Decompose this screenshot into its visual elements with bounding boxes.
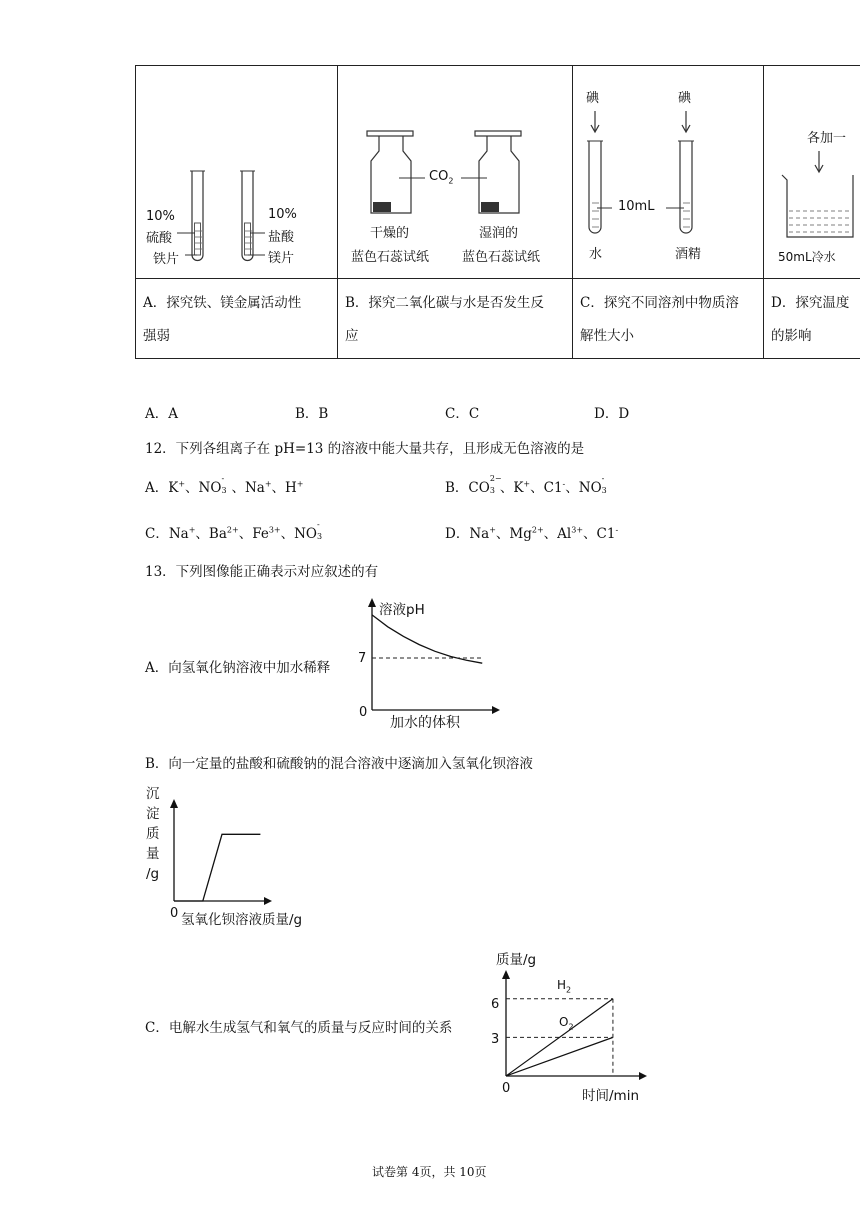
label-hydrochloric-conc: 10% bbox=[268, 207, 297, 222]
label-volume: 10mL bbox=[618, 199, 655, 214]
label-co2: $CO_2$ bbox=[429, 169, 454, 186]
caption-b: B．探究二氧化碳与水是否发生反 应 bbox=[345, 295, 544, 344]
caption-d: D．探究温度 的影响 bbox=[771, 295, 850, 344]
caption-a: A．探究铁、镁金属活动性 强弱 bbox=[143, 295, 302, 344]
chart-a-ylabel: 溶液pH bbox=[379, 602, 425, 618]
label-sulfuric-conc: 10% bbox=[146, 209, 175, 224]
caption-c: C．探究不同溶剂中物质溶 解性大小 bbox=[580, 295, 739, 344]
label-iodine-right: 碘 bbox=[678, 91, 692, 106]
label-hydrochloric-acid: 盐酸 bbox=[268, 230, 295, 245]
chart-b-xlabel: 氢氧化钡溶液质量/g bbox=[181, 912, 303, 928]
q12-stem: 12．下列各组离子在 pH=13 的溶液中能大量共存，且形成无色溶液的是 bbox=[145, 441, 585, 457]
label-dry: 干燥的 bbox=[370, 226, 410, 241]
chart-c-ytick-6: 6 bbox=[491, 997, 500, 1012]
chart-c-series-h2: $H_2$ bbox=[557, 978, 572, 995]
label-add-each: 各加一 bbox=[807, 131, 847, 146]
table-row-divider bbox=[135, 278, 860, 279]
q11-option-d[interactable]: D．D bbox=[594, 406, 630, 422]
label-sulfuric-acid: 硫酸 bbox=[146, 231, 173, 246]
q11-option-a[interactable]: A．A bbox=[145, 406, 178, 422]
chart-c-series-o2-line bbox=[506, 1037, 613, 1076]
chart-c-ytick-3: 3 bbox=[491, 1032, 500, 1047]
chart-b-origin: 0 bbox=[170, 906, 179, 921]
table-border-bottom bbox=[135, 358, 860, 359]
q13-option-c[interactable]: C．电解水生成氢气和氧气的质量与反应时间的关系 bbox=[145, 1020, 453, 1036]
label-magnesium-strip: 镁片 bbox=[268, 251, 295, 266]
chart-a-ytick-7: 7 bbox=[358, 651, 367, 666]
test-tubes-acid-metal-figure bbox=[135, 65, 337, 278]
chart-c-series-o2: $O_2$ bbox=[559, 1015, 574, 1032]
q12-option-c[interactable]: C．Na+、$Ba^{2+}$、$Fe^{3+}$、NO - 3 bbox=[145, 520, 323, 542]
q12-option-b[interactable]: B．CO 2− 3 、K+、C1-、NO - 3 bbox=[445, 474, 607, 496]
chart-c-origin: 0 bbox=[502, 1081, 511, 1096]
chart-b-axes bbox=[170, 799, 272, 905]
chart-c-ylabel: 质量/g bbox=[496, 952, 537, 968]
label-iodine-left: 碘 bbox=[586, 91, 600, 106]
carbonate-ion: CO 2− 3 bbox=[468, 474, 502, 496]
beaker-figure bbox=[763, 65, 860, 278]
nitrate-ion: NO - 3 bbox=[294, 520, 323, 542]
label-alcohol: 酒精 bbox=[675, 247, 702, 262]
chart-a-xlabel: 加水的体积 bbox=[390, 715, 460, 731]
chart-precipitate bbox=[165, 793, 275, 908]
chart-a-ph-curve bbox=[372, 615, 482, 663]
chart-b-precipitate-line bbox=[174, 834, 260, 901]
label-cold-water: 50mL冷水 bbox=[778, 250, 836, 264]
chart-c-xlabel: 时间/min bbox=[582, 1088, 640, 1104]
label-water: 水 bbox=[589, 247, 603, 262]
chart-b-ylabel: 沉 淀 质 量 /g bbox=[146, 786, 160, 882]
label-blue-litmus-right: 蓝色石蕊试纸 bbox=[462, 250, 541, 265]
q11-option-c[interactable]: C．C bbox=[445, 406, 480, 422]
nitrate-ion: NO - 3 bbox=[578, 474, 607, 496]
q13-option-a[interactable]: A．向氢氧化钠溶液中加水稀释 bbox=[145, 660, 331, 676]
q11-option-b[interactable]: B．B bbox=[295, 406, 329, 422]
experiment-table bbox=[135, 65, 860, 359]
label-iron-strip: 铁片 bbox=[153, 252, 180, 267]
label-wet: 湿润的 bbox=[479, 226, 519, 241]
q13-option-b[interactable]: B．向一定量的盐酸和硫酸钠的混合溶液中逐滴加入氢氧化钡溶液 bbox=[145, 756, 533, 772]
q12-option-d[interactable]: D．Na+、$Mg^{2+}$、$Al^{3+}$、C1- bbox=[445, 525, 619, 542]
q13-stem: 13．下列图像能正确表示对应叙述的有 bbox=[145, 564, 379, 580]
label-blue-litmus-left: 蓝色石蕊试纸 bbox=[351, 250, 430, 265]
page-footer: 试卷第 4页，共 10页 bbox=[372, 1165, 487, 1179]
chart-a-origin: 0 bbox=[359, 705, 368, 720]
nitrate-ion: NO - 3 bbox=[198, 474, 227, 496]
q12-option-a[interactable]: A．K+、NO - 3 、Na+、H+ bbox=[145, 474, 304, 496]
